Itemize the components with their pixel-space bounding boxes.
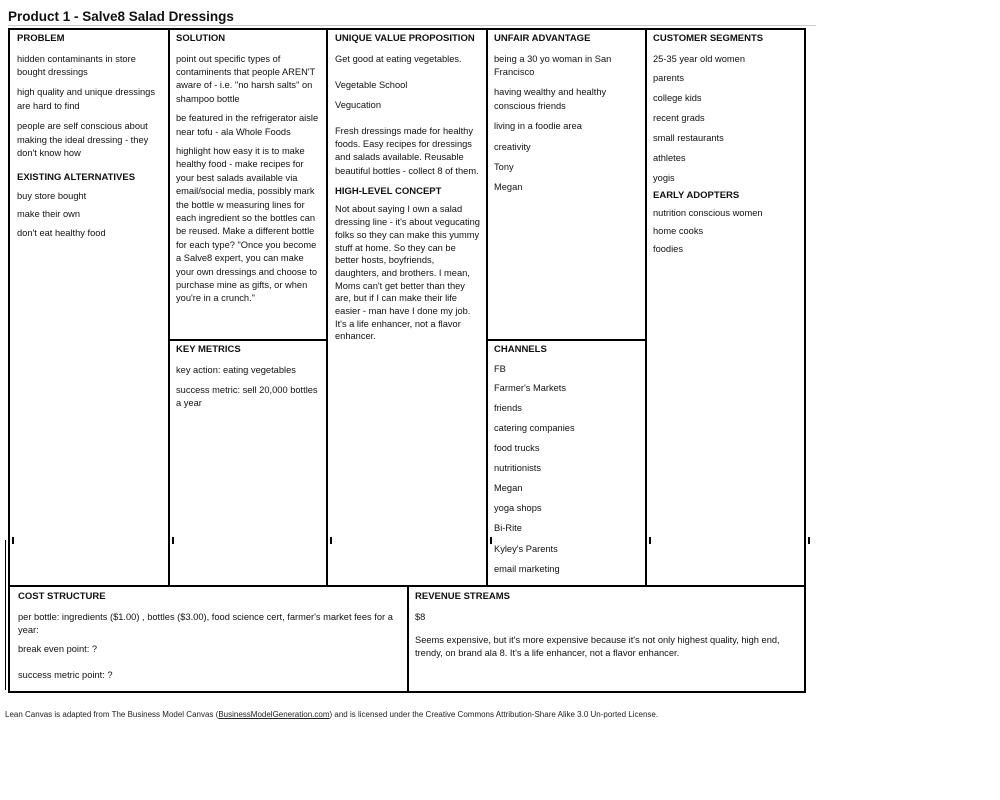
advantage-item: being a 30 yo woman in San Francisco	[494, 53, 612, 77]
channel-item: Megan	[494, 482, 523, 493]
early-adopter-item: foodies	[653, 243, 683, 254]
channel-item: food trucks	[494, 443, 540, 454]
tick-mark	[649, 537, 651, 544]
divider	[168, 339, 328, 341]
margin-line	[5, 540, 6, 690]
business-model-link[interactable]: BusinessModelGeneration.com	[218, 710, 330, 719]
revenue-item: $8	[415, 611, 426, 622]
problem-header: PROBLEM	[17, 33, 65, 44]
cost-structure-section	[18, 591, 393, 682]
tick-mark	[490, 537, 492, 544]
title-divider	[8, 25, 816, 26]
solution-section	[176, 33, 321, 306]
divider	[8, 585, 806, 587]
footer-prefix: Lean Canvas is adapted from The Business Model Canvas (	[5, 710, 219, 719]
segment-item: college kids	[653, 93, 702, 104]
footer-suffix: ) and is licensed under the Creative Commons Attribution-Share Alike 3.0 Un-ported License.	[329, 710, 659, 719]
uvp-item: Vegucation	[335, 100, 382, 111]
solution-header: SOLUTION	[176, 33, 226, 44]
tick-mark	[12, 537, 14, 544]
tick-mark	[330, 537, 332, 544]
revenue-streams-header: REVENUE STREAMS	[415, 591, 511, 602]
existing-alternatives-header: EXISTING ALTERNATIVES	[17, 172, 136, 184]
divider	[486, 339, 647, 341]
metric-item: success metric: sell 20,000 bottles a year	[176, 384, 318, 409]
tick-mark	[172, 537, 174, 544]
channel-item: Bi-Rite	[494, 522, 522, 533]
segment-item: recent grads	[653, 113, 705, 124]
advantage-item: Tony	[494, 161, 514, 172]
segment-item: parents	[653, 73, 685, 84]
channel-item: yoga shops	[494, 502, 542, 513]
segment-item: small restaurants	[653, 133, 724, 144]
problem-section	[17, 33, 162, 240]
problem-item: people are self conscious about making the ideal dressing - they don't know how	[17, 121, 149, 158]
tick-mark	[808, 537, 810, 544]
high-level-concept-text: Not about saying I own a salad dressing line - it's about vegucating folks so they can make this yummy stuff at home. So they can be better hosts, boyfriends, daughters, and brothers. I mean, Moms can't get better than they are, but if I can make their life easier - man have I done my job. It's a life enhancer, not a flavor enhancer.	[335, 204, 480, 342]
alternative-item: buy store bought	[17, 190, 87, 201]
advantage-item: Megan	[494, 182, 523, 193]
problem-item: high quality and unique dressings are hard to find	[17, 87, 156, 111]
advantage-item: living in a foodie area	[494, 121, 582, 132]
page-title: Product 1 - Salve8 Salad Dressings	[8, 9, 234, 24]
divider	[486, 28, 488, 586]
alternative-item: don't eat healthy food	[17, 227, 106, 238]
channel-item: catering companies	[494, 423, 575, 434]
metric-item: key action: eating vegetables	[176, 364, 296, 375]
revenue-item: Seems expensive, but it's more expensive because it's not only highest quality, high end, trendy, on brand ala 8. It's a life enhancer, not a flavor enhancer.	[415, 634, 780, 658]
unfair-advantage-section	[494, 33, 639, 195]
channel-item: email marketing	[494, 563, 560, 574]
customer-segments-header: CUSTOMER SEGMENTS	[653, 33, 764, 44]
uvp-item: Get good at eating vegetables.	[335, 53, 462, 64]
key-metrics-header: KEY METRICS	[176, 344, 241, 355]
channel-item: friends	[494, 403, 522, 414]
divider	[168, 28, 170, 586]
uvp-item: Vegetable School	[335, 79, 408, 90]
divider	[407, 586, 409, 693]
uvp-header: UNIQUE VALUE PROPOSITION	[335, 33, 475, 44]
channels-header: CHANNELS	[494, 344, 547, 355]
alternative-item: make their own	[17, 209, 81, 220]
high-level-concept-header: HIGH-LEVEL CONCEPT	[335, 185, 442, 197]
segment-item: athletes	[653, 153, 686, 164]
channel-item: Kyley's Parents	[494, 543, 558, 554]
segment-item: yogis	[653, 172, 675, 183]
channel-item: nutritionists	[494, 463, 542, 474]
early-adopter-item: home cooks	[653, 225, 704, 236]
uvp-item: Fresh dressings made for healthy foods. Easy recipes for dressings and salads available. Reusable beautiful bottles - collect 8 of them.	[335, 125, 479, 176]
segment-item: 25-35 year old women	[653, 53, 745, 64]
channel-item: Farmer's Markets	[494, 383, 567, 394]
license-footer	[5, 710, 658, 719]
uvp-section	[335, 33, 480, 343]
divider	[326, 28, 328, 586]
cost-structure-header: COST STRUCTURE	[18, 591, 106, 602]
customer-segments-section	[653, 33, 798, 256]
advantage-item: having wealthy and healthy conscious friends	[494, 87, 607, 111]
solution-item: highlight how easy it is to make healthy food - make recipes for your best salads available via email/social media, possibly mark the bottle w measuring lines for each ingredient so the bottles can be reused. Make a different bottle for each type? "Once you become a Salve8 expert, you can make your own dressings and choose to purchase mine as gifts, or when you're in a crunch."	[176, 145, 318, 304]
solution-item: be featured in the refrigerator aisle near tofu - ala Whole Foods	[176, 113, 319, 137]
channels-section	[494, 344, 639, 576]
divider	[645, 28, 647, 586]
cost-item: per bottle: ingredients ($1.00) , bottles ($3.00), food science cert, farmer's market fees for a year:	[18, 611, 393, 635]
cost-item: success metric point: ?	[18, 669, 113, 680]
channel-item: FB	[494, 363, 506, 374]
revenue-streams-section	[415, 591, 793, 660]
problem-item: hidden contaminants in store bought dressings	[17, 53, 136, 77]
solution-item: point out specific types of contaminents that people AREN'T aware of - i.e. "no harsh salts" on shampoo bottle	[176, 53, 316, 104]
key-metrics-section	[176, 344, 321, 411]
cost-item: break even point: ?	[18, 643, 98, 654]
early-adopter-item: nutrition conscious women	[653, 207, 763, 218]
unfair-advantage-header: UNFAIR ADVANTAGE	[494, 33, 591, 44]
advantage-item: creativity	[494, 141, 531, 152]
early-adopters-header: EARLY ADOPTERS	[653, 190, 740, 202]
